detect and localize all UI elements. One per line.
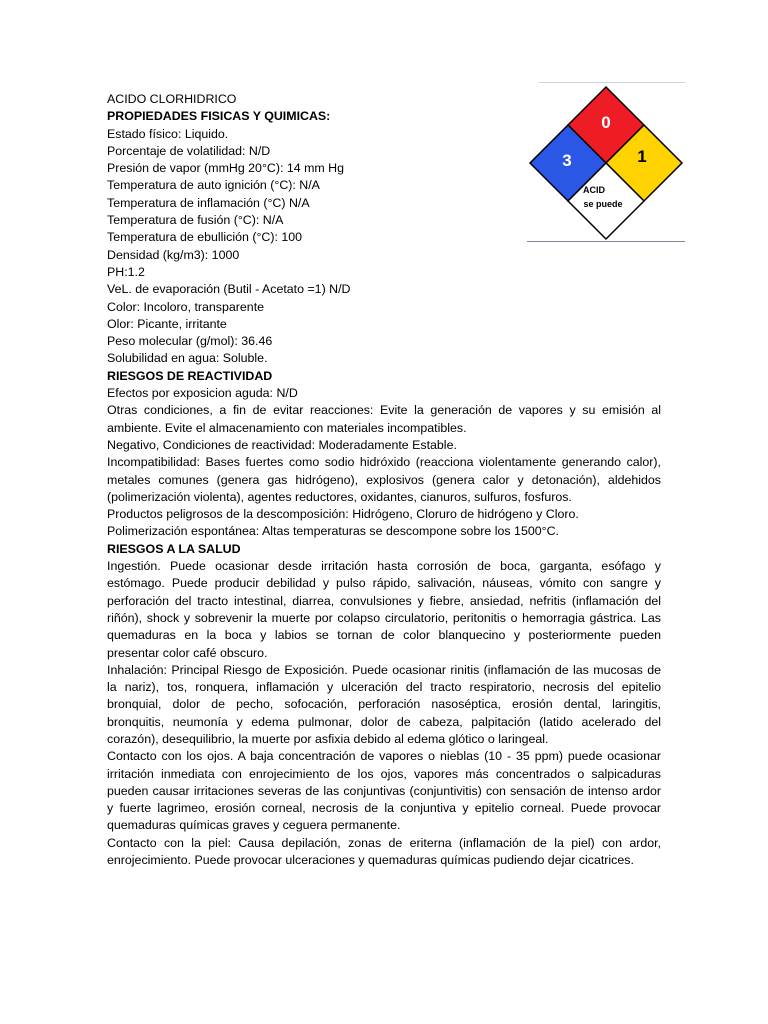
prop-line: Estado físico: Liquido. <box>107 126 229 141</box>
paragraph-line: Ingestión. Puede ocasionar desde irritación hasta corrosión de boca, garganta, esófago y <box>107 559 661 574</box>
paragraph-line: ambiente. Evite el almacenamiento con materiales incompatibles. <box>107 420 467 435</box>
paragraph-line: perforación del tracto intestinal, diarrea, convulsiones y fiebre, ansiedad, nefritis (inflamación del <box>107 593 661 608</box>
paragraph-line: Inhalación: Principal Riesgo de Exposición. Puede ocasionar rinitis (inflamación de las mucosas de <box>107 662 661 677</box>
paragraph-line: enrojecimiento. Puede provocar ulceraciones y quemaduras químicas pudiendo dejar cicatrices. <box>107 853 634 868</box>
prop-line: Porcentaje de volatilidad: N/D <box>107 143 271 158</box>
prop-line: Temperatura de inflamación (°C) N/A <box>107 195 310 210</box>
react-acute: Efectos por exposicion aguda: N/D <box>107 386 298 401</box>
flammability-number: 0 <box>601 113 611 132</box>
prop-line: Temperatura de fusión (°C): N/A <box>107 213 284 228</box>
paragraph-line: irritación inmediata con enrojecimiento de los ojos, vapores más concentrados o salpicaduras <box>107 766 661 781</box>
prop-line: Peso molecular (g/mol): 36.46 <box>107 334 273 349</box>
paragraph-line: quemaduras químicas graves y ceguera permanente. <box>107 818 401 833</box>
props-list <box>107 126 661 368</box>
paragraph-line: bronquial, dolor de pecho, sofocación, perforación nasoséptica, erosión dental, laringitis, <box>107 697 661 712</box>
document-body <box>107 91 661 869</box>
prop-line: Color: Incoloro, transparente <box>107 299 265 314</box>
paragraph-line: pueden causar irritaciones severas de las conjuntivas (conjuntivitis) con sensación de intenso ardor <box>107 783 661 798</box>
special-line-2: se puede <box>583 199 623 209</box>
special-line-1: ACID <box>583 185 605 195</box>
paragraph-line: la nariz), tos, ronquera, inflamación y ulceración del tracto respiratorio, necrosis del epitelio <box>107 680 661 695</box>
paragraph-line: Incompatibilidad: Bases fuertes como sodio hidróxido (reacciona violentamente generando calor), <box>107 455 661 470</box>
inhalation-paragraph <box>107 662 661 748</box>
paragraph-line: presentar color café obscuro. <box>107 645 268 660</box>
doc-title: ACIDO CLORHIDRICO <box>107 92 237 106</box>
prop-line: VeL. de evaporación (Butil - Acetato =1) N/D <box>107 282 351 297</box>
paragraph-line: metales comunes (genera gas hidrógeno), explosivos (genera calor y detonación), aldehidos <box>107 472 661 487</box>
prop-line: Olor: Picante, irritante <box>107 316 227 331</box>
react-products: Productos peligrosos de la descomposición: Hidrógeno, Cloruro de hidrógeno y Cloro. <box>107 507 579 522</box>
skin-paragraph <box>107 835 661 870</box>
reactivity-heading: RIESGOS DE REACTIVIDAD <box>107 368 273 383</box>
paragraph-line: (polimerización violenta), agentes reductores, oxidantes, cianuros, sulfuros, fosfuros. <box>107 489 572 504</box>
paragraph-line: Contacto con la piel: Causa depilación, zonas de eriterna (inflamación de la piel) con ardor, <box>107 835 661 850</box>
prop-line: Solubilidad en agua: Soluble. <box>107 351 268 366</box>
prop-line: Temperatura de ebullición (°C): 100 <box>107 230 303 245</box>
react-stability: Negativo, Condiciones de reactividad: Moderadamente Estable. <box>107 437 457 452</box>
ingestion-paragraph <box>107 558 661 662</box>
react-incompat <box>107 454 661 506</box>
prop-line: Densidad (kg/m3): 1000 <box>107 247 240 262</box>
health-number: 3 <box>562 151 572 170</box>
props-heading: PROPIEDADES FISICAS Y QUIMICAS: <box>107 109 331 124</box>
prop-line: PH:1.2 <box>107 264 145 279</box>
health-heading: RIESGOS A LA SALUD <box>107 541 241 556</box>
paragraph-line: corazón), desequilibrio, la muerte por asfixia debido al edema glótico o laringeal. <box>107 731 549 746</box>
paragraph-line: riñón), shock y sobrevenir la muerte por colapso circulatorio, peritonitis o hemorragia gástrica. Las <box>107 610 661 625</box>
reactivity-number: 1 <box>637 147 647 166</box>
react-conditions <box>107 402 661 437</box>
paragraph-line: estómago. Puede producir debilidad y pulso rápido, salivación, náuseas, vómito con sangre y <box>107 576 661 591</box>
paragraph-line: quemaduras en la boca y labios se tornan de color blanquecino y posteriormente pueden <box>107 628 661 643</box>
paragraph-line: bronquitis, neumonía y edema pulmonar, dolor de cabeza, palpitación (latido acelerado del <box>107 714 661 729</box>
prop-line: Temperatura de auto ignición (°C): N/A <box>107 178 320 193</box>
eyes-paragraph <box>107 748 661 834</box>
paragraph-line: y fuerte lagrimeo, erosión corneal, necrosis de la conjuntiva y epitelio corneal. Puede provocar <box>107 801 661 816</box>
react-polymer: Polimerización espontánea: Altas temperaturas se descompone sobre los 1500°C. <box>107 524 559 539</box>
paragraph-line: Contacto con los ojos. A baja concentración de vapores o nieblas (10 - 35 ppm) puede ocasionar <box>107 749 661 764</box>
paragraph-line: Otras condiciones, a fin de evitar reacciones: Evite la generación de vapores y su emisión al <box>107 403 661 418</box>
prop-line: Presión de vapor (mmHg 20°C): 14 mm Hg <box>107 161 345 176</box>
